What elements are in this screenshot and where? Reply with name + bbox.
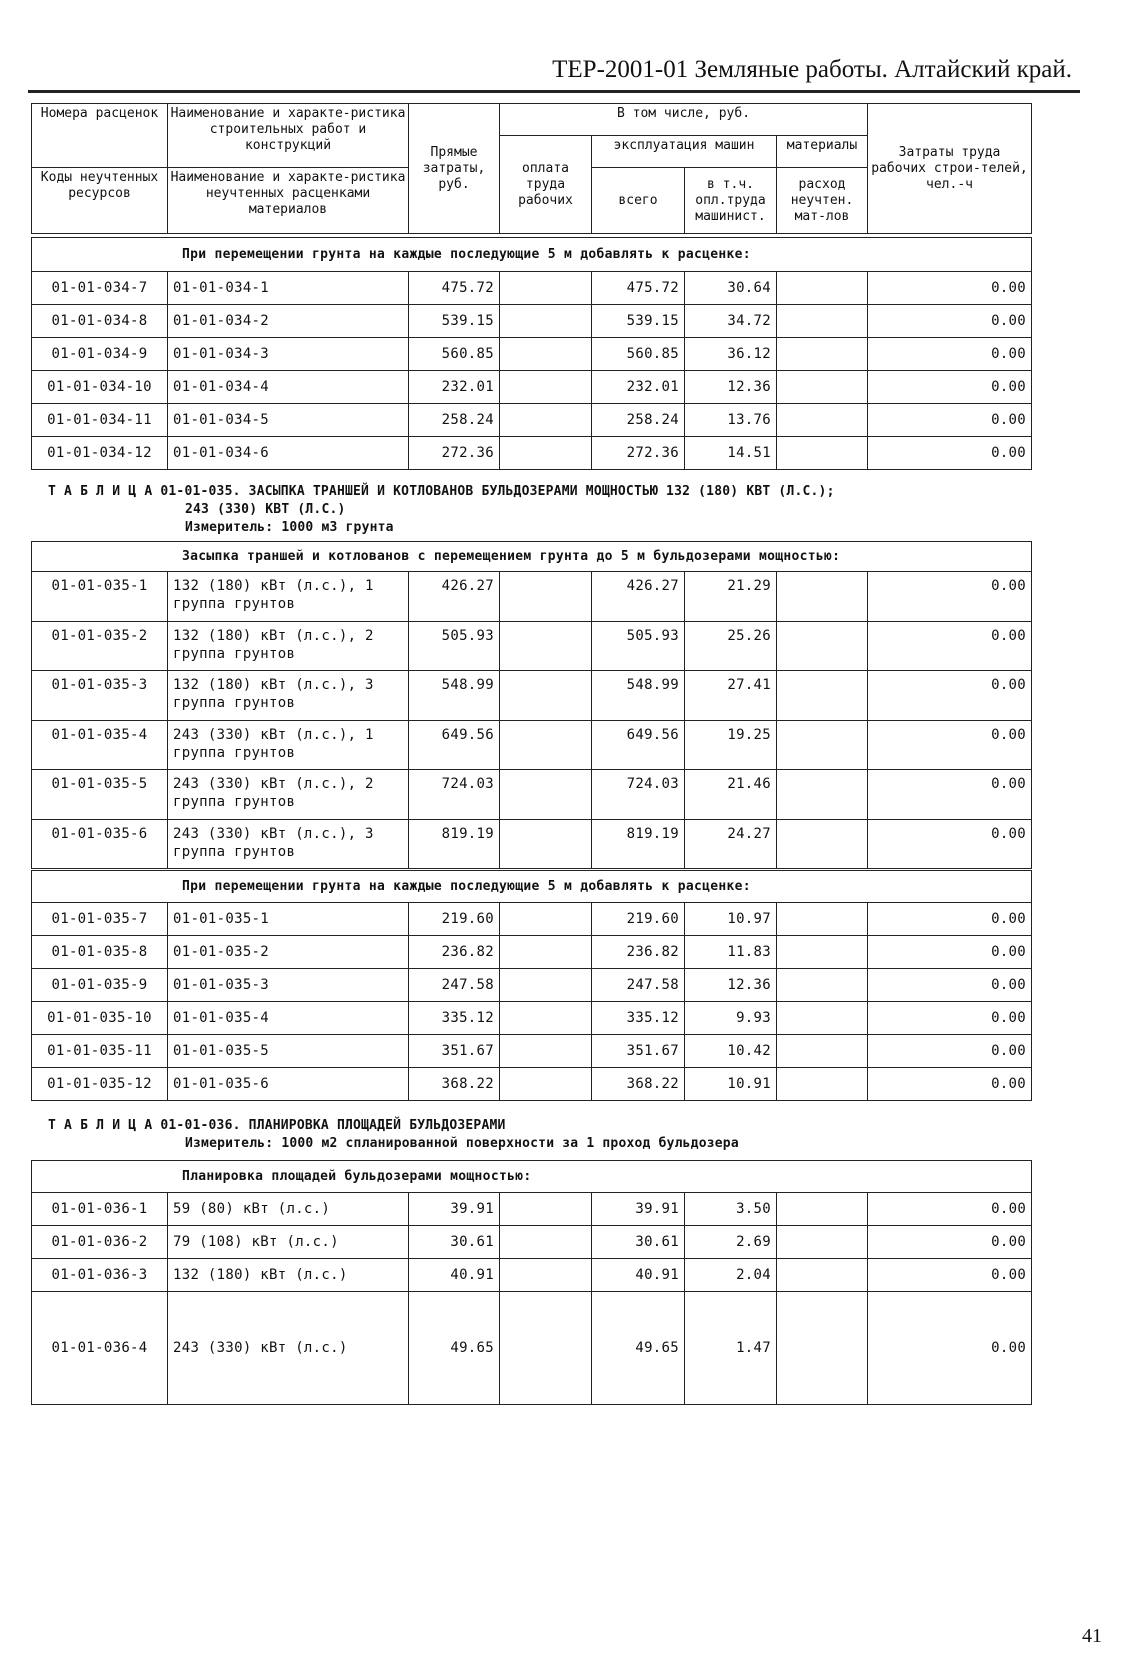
cell-oper: 21.29	[685, 572, 777, 622]
cell-wages	[500, 969, 592, 1002]
cell-wages	[500, 1193, 592, 1226]
table-row	[32, 720, 1032, 770]
cell-oper: 11.83	[685, 936, 777, 969]
cell-oper: 21.46	[685, 770, 777, 820]
table-row	[32, 1068, 1032, 1101]
cell-direct: 247.58	[409, 969, 500, 1002]
cell-labor: 0.00	[868, 305, 1032, 338]
cell-mat	[777, 1035, 868, 1068]
cell-mat	[777, 770, 868, 820]
cell-code: 01-01-034-12	[32, 437, 168, 470]
cell-mach: 539.15	[592, 305, 685, 338]
table-row	[32, 1193, 1032, 1226]
cell-code: 01-01-035-8	[32, 936, 168, 969]
cell-direct: 219.60	[409, 903, 500, 936]
header-materials: материалы	[777, 136, 868, 168]
cell-mach: 247.58	[592, 969, 685, 1002]
header-wages: оплата труда рабочих	[500, 136, 592, 234]
cell-mat	[777, 1193, 868, 1226]
cell-labor: 0.00	[868, 1259, 1032, 1292]
cell-direct: 335.12	[409, 1002, 500, 1035]
cell-name: 132 (180) кВт (л.с.)	[168, 1259, 409, 1292]
cell-name: 01-01-035-6	[168, 1068, 409, 1101]
cell-wages	[500, 305, 592, 338]
cell-labor: 0.00	[868, 404, 1032, 437]
cell-mat	[777, 404, 868, 437]
header-machines: эксплуатация машин	[592, 136, 777, 168]
cell-wages	[500, 621, 592, 671]
caption-line: 243 (330) КВТ (Л.С.)	[185, 502, 346, 517]
cell-mach: 560.85	[592, 338, 685, 371]
cell-name: 243 (330) кВт (л.с.), 1 группа грунтов	[168, 720, 409, 770]
cell-code: 01-01-035-1	[32, 572, 168, 622]
cell-wages	[500, 903, 592, 936]
cell-mat	[777, 1292, 868, 1405]
cell-code: 01-01-035-6	[32, 819, 168, 869]
cell-oper: 19.25	[685, 720, 777, 770]
header-machines-total: всего	[592, 168, 685, 234]
cell-labor: 0.00	[868, 671, 1032, 721]
cell-mat	[777, 1002, 868, 1035]
section-035b-table	[31, 870, 1032, 1101]
cell-labor: 0.00	[868, 1002, 1032, 1035]
cell-mach: 272.36	[592, 437, 685, 470]
cell-wages	[500, 1035, 592, 1068]
cell-mat	[777, 819, 868, 869]
cell-wages	[500, 1226, 592, 1259]
cell-oper: 13.76	[685, 404, 777, 437]
cell-code: 01-01-036-1	[32, 1193, 168, 1226]
table-row	[32, 621, 1032, 671]
cell-mach: 49.65	[592, 1292, 685, 1405]
cell-mat	[777, 621, 868, 671]
cell-wages	[500, 936, 592, 969]
cell-mat	[777, 437, 868, 470]
table-row	[32, 1259, 1032, 1292]
cell-name: 01-01-035-4	[168, 1002, 409, 1035]
cell-direct: 236.82	[409, 936, 500, 969]
cell-mach: 39.91	[592, 1193, 685, 1226]
cell-mat	[777, 936, 868, 969]
cell-mach: 505.93	[592, 621, 685, 671]
header-labor-costs: Затраты труда рабочих строи-телей, чел.-ч	[868, 104, 1032, 234]
cell-direct: 351.67	[409, 1035, 500, 1068]
cell-name: 01-01-035-1	[168, 903, 409, 936]
header-unaccounted-materials: Наименование и характе-ристика неучтенных расценками материалов	[168, 168, 409, 234]
cell-oper: 25.26	[685, 621, 777, 671]
header-direct-costs: Прямые затраты, руб.	[409, 104, 500, 234]
cell-mach: 475.72	[592, 272, 685, 305]
cell-direct: 30.61	[409, 1226, 500, 1259]
cell-name: 243 (330) кВт (л.с.), 3 группа грунтов	[168, 819, 409, 869]
cell-mach: 649.56	[592, 720, 685, 770]
header-including: В том числе, руб.	[500, 104, 868, 136]
cell-name: 01-01-034-4	[168, 371, 409, 404]
table-row	[32, 903, 1032, 936]
cell-direct: 40.91	[409, 1259, 500, 1292]
cell-oper: 2.69	[685, 1226, 777, 1259]
cell-mat	[777, 371, 868, 404]
cell-name: 01-01-034-1	[168, 272, 409, 305]
cell-direct: 548.99	[409, 671, 500, 721]
table-row	[32, 819, 1032, 869]
document-title: ТЕР-2001-01 Земляные работы. Алтайский край.	[552, 56, 1072, 83]
cell-mat	[777, 671, 868, 721]
table-row	[32, 371, 1032, 404]
cell-name: 132 (180) кВт (л.с.), 2 группа грунтов	[168, 621, 409, 671]
cell-code: 01-01-035-7	[32, 903, 168, 936]
section-035a-table	[31, 541, 1032, 869]
section-subheader: Засыпка траншей и котлованов с перемещением грунта до 5 м бульдозерами мощностью:	[32, 542, 1032, 572]
cell-code: 01-01-036-3	[32, 1259, 168, 1292]
table-036-caption	[48, 1117, 739, 1153]
cell-mat	[777, 272, 868, 305]
cell-oper: 12.36	[685, 371, 777, 404]
cell-code: 01-01-035-5	[32, 770, 168, 820]
cell-code: 01-01-036-2	[32, 1226, 168, 1259]
cell-oper: 27.41	[685, 671, 777, 721]
cell-code: 01-01-035-4	[32, 720, 168, 770]
cell-direct: 649.56	[409, 720, 500, 770]
section-034-table	[31, 237, 1032, 470]
cell-labor: 0.00	[868, 1035, 1032, 1068]
cell-direct: 368.22	[409, 1068, 500, 1101]
cell-labor: 0.00	[868, 621, 1032, 671]
cell-direct: 426.27	[409, 572, 500, 622]
cell-mat	[777, 572, 868, 622]
cell-name: 01-01-034-6	[168, 437, 409, 470]
table-row	[32, 338, 1032, 371]
section-subheader: Планировка площадей бульдозерами мощностью:	[32, 1161, 1032, 1193]
cell-mat	[777, 720, 868, 770]
cell-oper: 30.64	[685, 272, 777, 305]
table-row	[32, 969, 1032, 1002]
cell-name: 01-01-035-3	[168, 969, 409, 1002]
cell-mach: 368.22	[592, 1068, 685, 1101]
cell-labor: 0.00	[868, 437, 1032, 470]
cell-wages	[500, 1002, 592, 1035]
cell-code: 01-01-034-9	[32, 338, 168, 371]
cell-direct: 49.65	[409, 1292, 500, 1405]
cell-mach: 236.82	[592, 936, 685, 969]
table-row	[32, 1226, 1032, 1259]
cell-mat	[777, 1068, 868, 1101]
cell-wages	[500, 437, 592, 470]
cell-oper: 34.72	[685, 305, 777, 338]
cell-mat	[777, 1259, 868, 1292]
cell-labor: 0.00	[868, 720, 1032, 770]
cell-labor: 0.00	[868, 969, 1032, 1002]
cell-mat	[777, 338, 868, 371]
cell-oper: 36.12	[685, 338, 777, 371]
header-machines-operators: в т.ч. опл.труда машинист.	[685, 168, 777, 234]
cell-mat	[777, 903, 868, 936]
cell-mach: 548.99	[592, 671, 685, 721]
cell-wages	[500, 1259, 592, 1292]
table-row	[32, 437, 1032, 470]
cell-mach: 258.24	[592, 404, 685, 437]
cell-labor: 0.00	[868, 572, 1032, 622]
cell-labor: 0.00	[868, 1193, 1032, 1226]
cell-mach: 724.03	[592, 770, 685, 820]
cell-wages	[500, 572, 592, 622]
cell-labor: 0.00	[868, 770, 1032, 820]
table-row	[32, 671, 1032, 721]
cell-wages	[500, 338, 592, 371]
cell-direct: 724.03	[409, 770, 500, 820]
header-unaccounted-codes: Коды неучтенных ресурсов	[32, 168, 168, 234]
cell-wages	[500, 404, 592, 437]
cell-code: 01-01-034-10	[32, 371, 168, 404]
cell-name: 01-01-034-5	[168, 404, 409, 437]
cell-oper: 14.51	[685, 437, 777, 470]
cell-labor: 0.00	[868, 1226, 1032, 1259]
section-subheader: При перемещении грунта на каждые последующие 5 м добавлять к расценке:	[32, 871, 1032, 903]
cell-code: 01-01-034-8	[32, 305, 168, 338]
cell-wages	[500, 671, 592, 721]
cell-code: 01-01-036-4	[32, 1292, 168, 1405]
cell-mach: 232.01	[592, 371, 685, 404]
cell-name: 243 (330) кВт (л.с.)	[168, 1292, 409, 1405]
header-materials-unaccounted: расход неучтен. мат-лов	[777, 168, 868, 234]
cell-direct: 539.15	[409, 305, 500, 338]
table-row	[32, 770, 1032, 820]
table-row	[32, 936, 1032, 969]
cell-wages	[500, 272, 592, 305]
section-036-table	[31, 1160, 1032, 1405]
page-number: 41	[1082, 1625, 1102, 1647]
cell-labor: 0.00	[868, 338, 1032, 371]
cell-wages	[500, 819, 592, 869]
cell-mach: 819.19	[592, 819, 685, 869]
cell-direct: 475.72	[409, 272, 500, 305]
table-row	[32, 272, 1032, 305]
column-header-table	[31, 103, 1032, 234]
cell-labor: 0.00	[868, 1292, 1032, 1405]
cell-oper: 12.36	[685, 969, 777, 1002]
cell-labor: 0.00	[868, 819, 1032, 869]
caption-line: Т А Б Л И Ц А 01-01-036. ПЛАНИРОВКА ПЛОЩАДЕЙ БУЛЬДОЗЕРАМИ	[48, 1118, 506, 1133]
cell-oper: 3.50	[685, 1193, 777, 1226]
cell-name: 01-01-035-5	[168, 1035, 409, 1068]
cell-wages	[500, 720, 592, 770]
cell-name: 01-01-034-2	[168, 305, 409, 338]
cell-mach: 30.61	[592, 1226, 685, 1259]
cell-wages	[500, 1292, 592, 1405]
header-rate-numbers: Номера расценок	[32, 104, 168, 168]
cell-oper: 24.27	[685, 819, 777, 869]
cell-mach: 351.67	[592, 1035, 685, 1068]
cell-labor: 0.00	[868, 1068, 1032, 1101]
cell-direct: 819.19	[409, 819, 500, 869]
cell-mat	[777, 305, 868, 338]
cell-direct: 39.91	[409, 1193, 500, 1226]
cell-mat	[777, 969, 868, 1002]
page-header	[28, 50, 1080, 93]
cell-code: 01-01-035-9	[32, 969, 168, 1002]
cell-oper: 2.04	[685, 1259, 777, 1292]
cell-labor: 0.00	[868, 371, 1032, 404]
cell-labor: 0.00	[868, 903, 1032, 936]
cell-wages	[500, 1068, 592, 1101]
cell-oper: 10.91	[685, 1068, 777, 1101]
cell-mach: 335.12	[592, 1002, 685, 1035]
table-035-caption	[48, 483, 835, 537]
cell-code: 01-01-035-2	[32, 621, 168, 671]
table-row	[32, 404, 1032, 437]
cell-mat	[777, 1226, 868, 1259]
cell-oper: 1.47	[685, 1292, 777, 1405]
cell-mach: 426.27	[592, 572, 685, 622]
cell-name: 01-01-034-3	[168, 338, 409, 371]
cell-mach: 40.91	[592, 1259, 685, 1292]
cell-labor: 0.00	[868, 272, 1032, 305]
table-row	[32, 1035, 1032, 1068]
table-row	[32, 572, 1032, 622]
cell-name: 59 (80) кВт (л.с.)	[168, 1193, 409, 1226]
cell-code: 01-01-035-10	[32, 1002, 168, 1035]
cell-oper: 9.93	[685, 1002, 777, 1035]
table-row	[32, 305, 1032, 338]
caption-unit: Измеритель: 1000 м2 спланированной поверхности за 1 проход бульдозера	[185, 1136, 739, 1151]
cell-direct: 232.01	[409, 371, 500, 404]
cell-wages	[500, 371, 592, 404]
caption-unit: Измеритель: 1000 м3 грунта	[185, 520, 394, 535]
header-work-name: Наименование и характе-ристика строительных работ и конструкций	[168, 104, 409, 168]
cell-code: 01-01-035-12	[32, 1068, 168, 1101]
cell-labor: 0.00	[868, 936, 1032, 969]
cell-name: 132 (180) кВт (л.с.), 3 группа грунтов	[168, 671, 409, 721]
cell-code: 01-01-034-11	[32, 404, 168, 437]
cell-code: 01-01-035-3	[32, 671, 168, 721]
cell-name: 243 (330) кВт (л.с.), 2 группа грунтов	[168, 770, 409, 820]
table-row	[32, 1002, 1032, 1035]
cell-name: 79 (108) кВт (л.с.)	[168, 1226, 409, 1259]
caption-line: Т А Б Л И Ц А 01-01-035. ЗАСЫПКА ТРАНШЕЙ И КОТЛОВАНОВ БУЛЬДОЗЕРАМИ МОЩНОСТЬЮ 132 (180) КВТ (Л.С.);	[48, 484, 835, 499]
section-subheader: При перемещении грунта на каждые последующие 5 м добавлять к расценке:	[32, 238, 1032, 272]
cell-direct: 272.36	[409, 437, 500, 470]
cell-direct: 560.85	[409, 338, 500, 371]
cell-code: 01-01-034-7	[32, 272, 168, 305]
cell-code: 01-01-035-11	[32, 1035, 168, 1068]
cell-wages	[500, 770, 592, 820]
cell-oper: 10.42	[685, 1035, 777, 1068]
cell-name: 01-01-035-2	[168, 936, 409, 969]
cell-direct: 505.93	[409, 621, 500, 671]
cell-mach: 219.60	[592, 903, 685, 936]
cell-name: 132 (180) кВт (л.с.), 1 группа грунтов	[168, 572, 409, 622]
table-row	[32, 1292, 1032, 1405]
cell-oper: 10.97	[685, 903, 777, 936]
cell-direct: 258.24	[409, 404, 500, 437]
